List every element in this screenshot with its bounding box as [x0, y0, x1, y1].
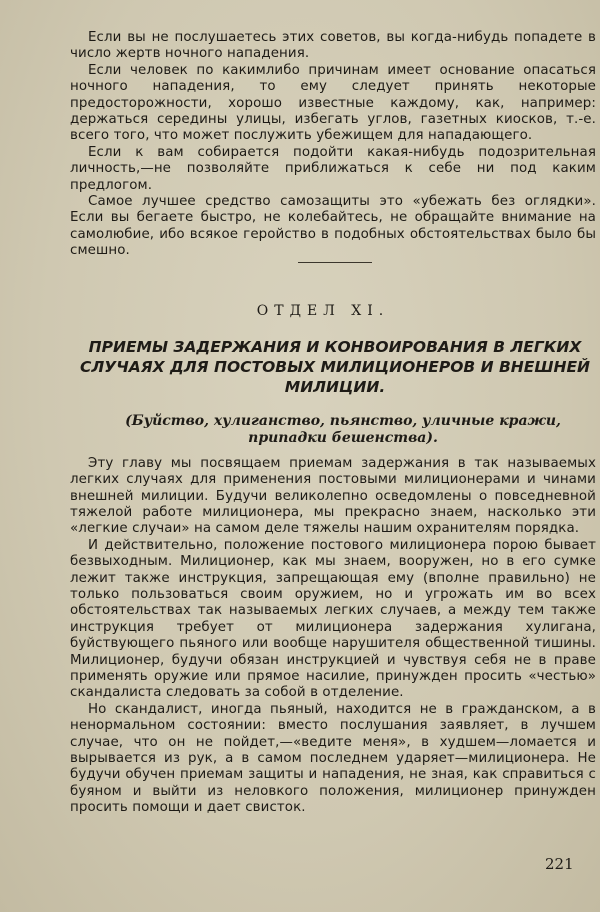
paragraph: Самое лучшее средство самозащиты это «убежать без оглядки». Если вы бегаете быстро, не колебайтесь, не обращайте внимание на самолюбие, ибо всякое геройство в подобных обстоятельствах было бы смешно. [70, 194, 596, 259]
chapter-subtitle: (Буйство, хулиганство, пьянство, уличные кражи, припадки бешенства). [125, 412, 561, 446]
paragraph: Если человек по какимлибо причинам имеет основание опасаться ночного нападения, то ему следует принять некоторые предосторожности, хорошо известные каждому, как, например: держаться середины улицы, избегать углов, газетных киосков, т.-е. всего того, что может послужить убежищем для нападающего. [70, 62, 596, 144]
paragraph: Эту главу мы посвящаем приемам задержания в так называемых легких случаях для применения постовыми милиционерами и чинами внешней милиции. Будучи великолепно осведомлены о повседневной тяжелой работе милиционера, мы прекрасно знаем, насколько эти «легкие случаи» на самом деле тяжелы нашим охранителям порядка. [70, 455, 596, 537]
paragraph: Но скандалист, иногда пьяный, находится не в гражданском, а в ненормальном состоянии: вместо послушания заявляет, в лучшем случае, что он не пойдет,—«ведите меня», в худшем—ломается и вырывается из рук, а в самом последнем ударяет—милиционера. Не будучи обучен приемам защиты и нападения, не зная, как справиться с буяном и выйти из неловкого положения, милиционер принужден просить помощи и дает свисток. [70, 701, 596, 816]
page-body [70, 30, 596, 817]
section-label: ОТДЕЛ XI. [256, 302, 390, 319]
page-number: 221 [545, 855, 574, 873]
paragraph: Если вы не послушаетесь этих советов, вы когда-нибудь попадете в число жертв ночного нападения. [70, 30, 596, 62]
separator-rule [298, 262, 372, 263]
chapter-title: ПРИЕМЫ ЗАДЕРЖАНИЯ И КОНВОИРОВАНИЯ В ЛЕГКИХ СЛУЧАЯХ ДЛЯ ПОСТОВЫХ МИЛИЦИОНЕРОВ И ВНЕШНЕЙ МИЛИЦИИ. [80, 337, 591, 396]
paragraph: Если к вам собирается подойти какая-нибудь подозрительная личность,—не позволяйте приближаться к себе ни под каким предлогом. [70, 144, 596, 193]
paragraph: И действительно, положение постового милиционера порою бывает безвыходным. Милиционер, как мы знаем, вооружен, но в его сумке лежит также инструкция, запрещающая ему (вполне правильно) не только пользоваться своим оружием, но и угрожать им во всех обстоятельствах так называемых легких случаев, а между тем также инструкция требует от милиционера задержания хулигана, буйствующего пьяного или вообще нарушителя общественной тишины. Милиционер, будучи обязан инструкцией и чувствуя себя не в праве применять оружие или прямое насилие, принужден просить «честью» скандалиста следовать за собой в отделение. [70, 537, 596, 701]
